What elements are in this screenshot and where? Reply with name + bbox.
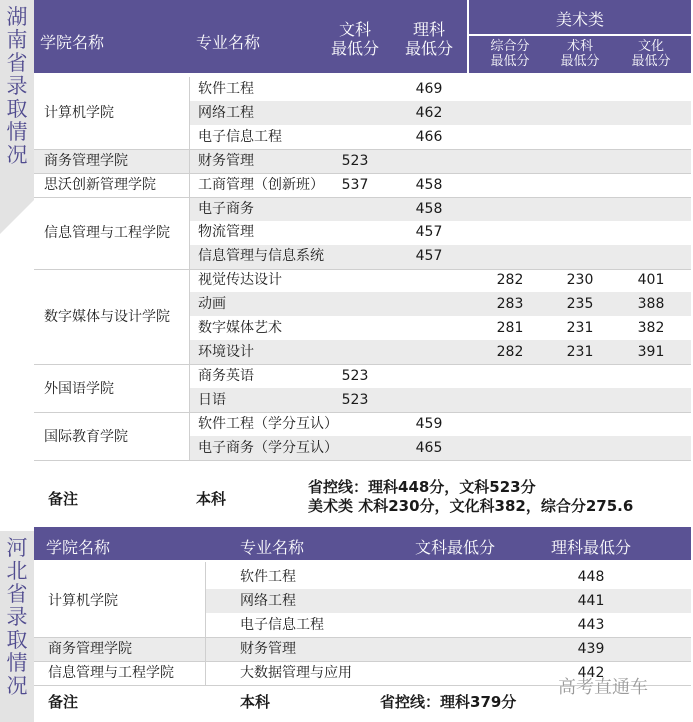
hunan-note-level: 本科 [196,490,227,508]
major-name: 电子信息工程 [240,617,324,633]
header-arts-min [324,20,386,58]
college-name: 计算机学院 [48,593,118,609]
score-cell: 457 [415,224,443,241]
side-char: 湖 [6,5,28,29]
major-name: 环境设计 [198,343,254,360]
score-cell: 537 [341,176,369,193]
score-cell: 439 [577,641,605,657]
row-divider [34,460,691,461]
major-name: 财务管理 [198,152,254,169]
header-line: 最低分 [404,39,453,58]
college-name: 国际教育学院 [44,429,128,445]
score-cell: 523 [341,152,369,169]
college-name: 思沃创新管理学院 [44,177,156,193]
score-cell: 230 [566,272,594,289]
row-divider [34,364,691,365]
side-char: 录 [6,605,28,629]
score-cell: 231 [566,320,594,336]
college-name: 信息管理与工程学院 [48,665,174,681]
college-name: 外国语学院 [44,381,114,397]
header-sci-min: 理科最低分 [550,538,631,557]
header-line: 理科 [412,20,445,39]
row-divider [34,661,691,662]
col-divider [205,562,206,685]
score-cell: 283 [496,296,524,313]
side-char: 况 [6,143,28,167]
header-sci-min [398,20,460,58]
major-name: 物流管理 [198,224,254,241]
header-line: 最低分 [330,39,379,58]
major-name: 日语 [198,391,226,408]
side-char: 南 [6,28,28,52]
major-name: 商务英语 [198,367,254,384]
college-name: 信息管理与工程学院 [44,225,170,241]
header-major: 专业名称 [196,33,261,52]
college-name: 商务管理学院 [44,153,128,169]
row-stripe [190,388,691,412]
header-major: 专业名称 [240,538,305,557]
side-tab-wedge [0,200,34,234]
header-line: 术科 [566,39,593,54]
side-char: 省 [6,582,28,606]
side-char: 况 [6,674,28,698]
hebei-side-title [0,531,34,722]
score-cell: 458 [415,176,443,193]
hebei-note-line: 省控线：理科379分 [380,693,517,711]
header-fa-culture [617,39,685,69]
side-char: 情 [6,651,28,675]
score-cell: 282 [496,272,524,289]
header-line: 文科 [338,20,371,39]
header-line: 综合分 [490,39,530,54]
major-name: 网络工程 [240,593,296,609]
score-cell: 235 [566,296,594,313]
hunan-note-label: 备注 [48,490,79,508]
row-stripe [190,292,691,316]
major-name: 软件工程（学分互认） [198,415,338,432]
score-cell: 462 [415,104,443,121]
row-divider [34,149,691,150]
row-divider [34,637,691,638]
side-char: 取 [6,97,28,121]
score-cell: 441 [577,593,605,609]
row-divider [34,173,691,174]
major-name: 动画 [198,296,226,313]
score-cell: 231 [566,343,594,360]
major-name: 信息管理与信息系统 [198,248,324,265]
major-name: 电子信息工程 [198,128,282,145]
score-cell: 458 [415,200,443,217]
score-cell: 469 [415,81,443,97]
side-char: 情 [6,120,28,144]
header-fa-art [546,39,614,69]
major-name: 电子商务 [198,200,254,217]
hebei-note-label: 备注 [48,693,79,711]
side-char: 录 [6,74,28,98]
row-divider [34,197,691,198]
major-name: 电子商务（学分互认） [198,439,338,456]
header-line: 文化 [637,39,664,54]
college-name: 计算机学院 [44,105,114,121]
row-stripe [190,340,691,364]
major-name: 工商管理（创新班） [198,176,324,193]
header-fa-total [476,39,544,69]
header-line: 最低分 [560,54,600,69]
header-line: 最低分 [490,54,530,69]
score-cell: 443 [577,617,605,633]
score-cell: 466 [415,128,443,145]
side-char: 河 [6,536,28,560]
score-cell: 448 [577,569,605,585]
major-name: 大数据管理与应用 [240,665,352,681]
watermark: 高考直通车 [558,677,648,698]
score-cell: 465 [415,439,443,456]
score-cell: 523 [341,367,369,384]
major-name: 软件工程 [198,81,254,97]
row-divider [34,412,691,413]
side-char: 省 [6,51,28,75]
score-cell: 459 [415,415,443,432]
hunan-note-line2: 美术类 术科230分，文化科382，综合分275.6 [308,497,634,515]
college-name: 商务管理学院 [48,641,132,657]
score-cell: 457 [415,248,443,265]
score-cell: 281 [496,320,524,336]
header-line: 最低分 [631,54,671,69]
score-cell: 282 [496,343,524,360]
score-cell: 401 [637,272,665,289]
score-cell: 442 [577,665,605,681]
score-cell: 382 [637,320,665,336]
header-fine-arts: 美术类 [555,10,604,29]
header-arts-min: 文科最低分 [414,538,495,557]
score-cell: 523 [341,391,369,408]
header-college: 学院名称 [46,538,111,557]
major-name: 软件工程 [240,569,296,585]
score-cell: 388 [637,296,665,313]
hunan-side-title [0,0,34,200]
score-cell: 391 [637,343,665,360]
row-divider [34,269,691,270]
hunan-note-line1: 省控线：理科448分，文科523分 [308,478,536,496]
major-name: 数字媒体艺术 [198,320,282,336]
major-name: 财务管理 [240,641,296,657]
major-name: 视觉传达设计 [198,272,282,289]
hebei-note-level: 本科 [240,693,271,711]
side-char: 北 [6,559,28,583]
college-name: 数字媒体与设计学院 [44,309,170,325]
side-char: 取 [6,628,28,652]
major-name: 网络工程 [198,104,254,121]
header-college: 学院名称 [40,33,105,52]
